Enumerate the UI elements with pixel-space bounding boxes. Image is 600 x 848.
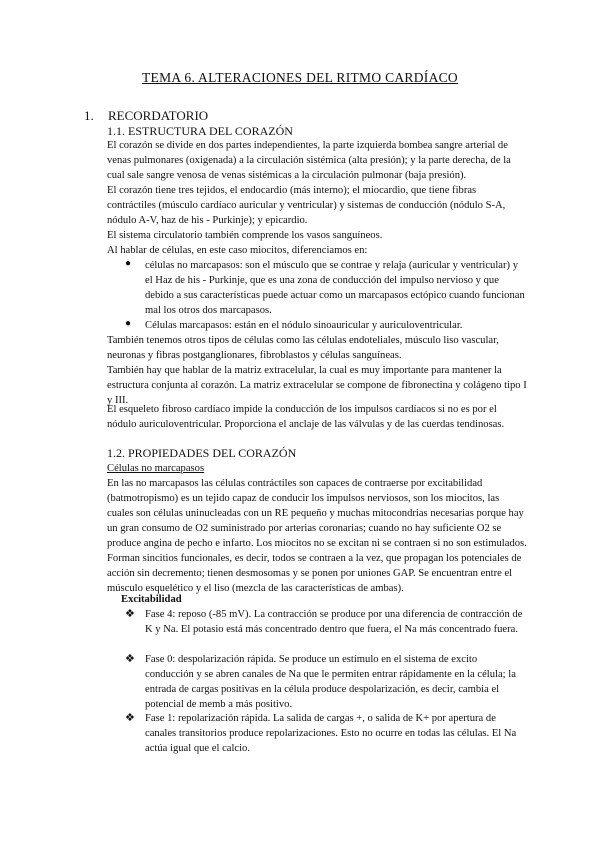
subsection-heading-estructura: 1.1. ESTRUCTURA DEL CORAZÓN [107,124,293,138]
diamond-bullet-icon: ❖ [125,712,135,724]
paragraph: El corazón tiene tres tejidos, el endocardio (más interno); el miocardio, que tiene fibras contráctiles (músculo cardíaco auricular y ventricular) y sistemas de conducción (nódulo S-A, nódulo A-V, haz de his - Purkinje); y epicardio. [107,185,506,226]
section-number: 1. [84,108,94,123]
section-title: RECORDATORIO [108,108,209,123]
subheading-celulas-no-marcapasos: Células no marcapasos [107,463,205,474]
list-item-fase1: Fase 1: repolarización rápida. La salida de cargas +, o salida de K+ por apertura de canales transitorios produce repolarizaciones. Esto no ocurre en todas las células. El Na actúa igual que el calcio. [145,713,517,754]
list-item-fase0: Fase 0: despolarización rápida. Se produce un estímulo en el sistema de excito conducción y se abren canales de Na que le permiten entrar rápidamente en la célula; la entrada de cargas positivas en la célula produce despolarización, es decir, cambia el potencial de memb a más positivo. [145,654,516,710]
list-item-fase4: Fase 4: reposo (-85 mV). La contracción se produce por una diferencia de contracción de K y Na. El potasio está más concentrado dentro que fuera, el Na más concentrado fuera. [145,609,523,635]
label-excitabilidad: Excitabilidad [121,594,182,605]
paragraph: El sistema circulatorio también comprende los vasos sanguíneos. [107,230,383,241]
paragraph: El corazón se divide en dos partes independientes, la parte izquierda bombea sangre arterial de venas pulmonares (oxigenada) a la circulación sistémica (alta presión); y la parte derecha, de la cual sale sangre venosa de venas sistémicas a la circulación pulmonar (baja presión). [107,140,511,181]
section-heading-recordatorio [84,108,208,124]
paragraph: También hay que hablar de la matriz extracelular, la cual es muy importante para mantener la estructura conjunta al corazón. La matriz extracelular se compone de fibronectina y colágeno tipo I y III. [107,365,527,406]
list-item: células no marcapasos: son el músculo que se contrae y relaja (auricular y ventricular) y el Haz de his - Purkinje, que es una zona de conducción del impulso nervioso y que debido a sus características puede actuar como un marcapasos ectópico cuando funcionan mal los otros dos marcapasos. [145,260,525,316]
paragraph: Al hablar de células, en este caso miocitos, diferenciamos en: [107,245,368,256]
page-title: TEMA 6. ALTERACIONES DEL RITMO CARDÍACO [142,70,458,85]
diamond-bullet-icon: ❖ [125,608,135,620]
paragraph: También tenemos otros tipos de células como las células endoteliales, músculo liso vascular, neuronas y fibras postganglionares, fibroblastos y células sanguíneas. [107,335,499,361]
paragraph: En las no marcapasos las células contráctiles son capaces de contraerse por excitabilidad (batmotropismo) es un tejido capaz de conducir los impulsos nerviosos, son los miocitos, las cuales son células uninucleadas con un RE pequeño y muchas mitocondrias necesarias porque hay un gran consumo de O2 suministrado por arterias coronarias; cuando no hay suficiente O2 se produce angina de pecho e infarto. Los miocitos no se excitan ni se contraen si no son estimulados. Forman sincitios funcionales, es decir, todos se contraen a la vez, que propagan los potenciales de acción sin decremento; tienen desmosomas y se ponen por uniones GAP. Se encuentran entre el músculo esquelético y el liso (mezcla de las características de ambas). [107,478,527,594]
diamond-bullet-icon: ❖ [125,653,135,665]
paragraph: El esqueleto fibroso cardíaco impide la conducción de los impulsos cardíacos si no es por el nódulo auriculoventricular. Proporciona el anclaje de las válvulas y de las cuerdas tendinosas. [107,404,505,430]
subsection-heading-propiedades: 1.2. PROPIEDADES DEL CORAZÓN [107,446,297,460]
bullet-icon: ● [125,318,132,329]
list-item: Células marcapasos: están en el nódulo sinoauricular y auriculoventricular. [145,320,463,331]
bullet-icon: ● [125,258,132,269]
